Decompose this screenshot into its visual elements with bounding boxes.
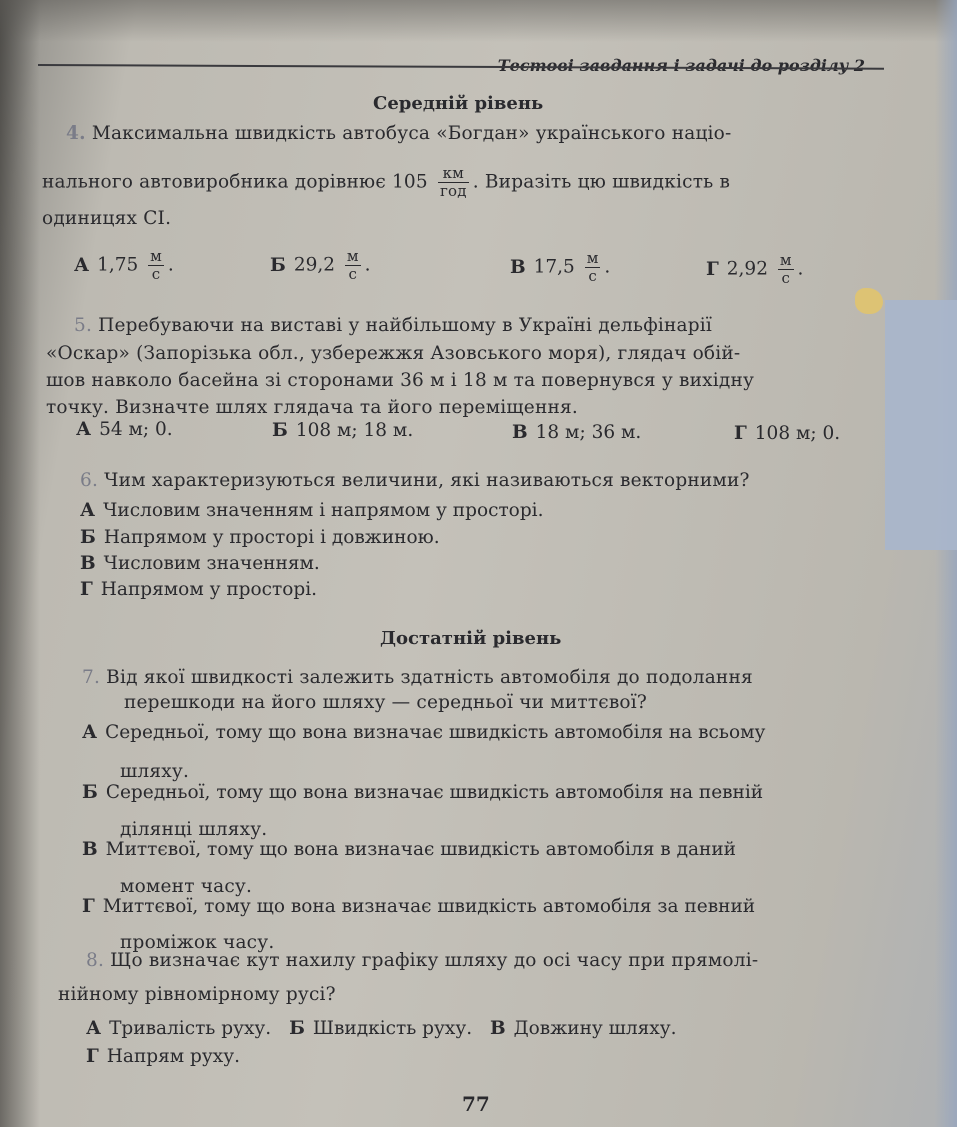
option-text: Миттєвої, тому що вона визначає швидкість автомобіля в даний bbox=[105, 839, 736, 860]
q7-line1 bbox=[82, 667, 753, 688]
option-text: Довжину шляху. bbox=[513, 1018, 677, 1039]
option-text: Числовим значенням і напрямом у просторі. bbox=[103, 500, 544, 521]
page-shadow bbox=[0, 0, 40, 1127]
option-tail: . bbox=[604, 256, 611, 278]
option-fraction bbox=[585, 250, 601, 285]
q5-line2: «Оскар» (Запорізька обл., узбережжя Азовського моря), глядач обій- bbox=[46, 343, 741, 364]
q8-line2: нійному рівномірному русі? bbox=[58, 984, 336, 1005]
q7-option-c-cont: момент часу. bbox=[120, 876, 253, 897]
option-letter: Б bbox=[272, 420, 288, 441]
option-letter: Г bbox=[734, 423, 747, 444]
q5-line4: точку. Визначте шлях глядача та його переміщення. bbox=[46, 397, 578, 418]
q6-option-d bbox=[80, 579, 317, 600]
q4-line2 bbox=[42, 165, 730, 200]
q5-line3: шов навколо басейна зі сторонами 36 м і 18 м та повернувся у вихідну bbox=[46, 370, 755, 391]
section-title-sufficient: Достатній рівень bbox=[380, 628, 562, 649]
q7-option-a bbox=[82, 722, 765, 743]
frac-den: с bbox=[588, 267, 597, 285]
option-text: Тривалість руху. bbox=[109, 1018, 272, 1039]
option-value: 1,75 bbox=[97, 254, 139, 276]
option-letter: Б bbox=[289, 1018, 305, 1039]
option-text: 108 м; 18 м. bbox=[295, 420, 414, 441]
option-letter: А bbox=[86, 1018, 102, 1039]
q5-option-d bbox=[734, 423, 840, 444]
q4-option-b bbox=[270, 248, 370, 283]
option-text: Швидкість руху. bbox=[312, 1018, 473, 1039]
option-letter: Г bbox=[706, 258, 719, 280]
option-letter: Г bbox=[82, 896, 95, 917]
q5-option-b bbox=[272, 420, 413, 441]
option-letter: Б bbox=[270, 254, 286, 276]
option-letter: А bbox=[80, 500, 96, 521]
option-text: 108 м; 0. bbox=[754, 423, 841, 444]
q5-text-line1: Перебуваючи на виставі у найбільшому в Україні дельфінарії bbox=[98, 315, 713, 336]
option-letter: А bbox=[82, 722, 98, 743]
q4-option-d bbox=[706, 252, 803, 287]
q8-text-line1: Що визначає кут нахилу графіку шляху до осі часу при прямолі- bbox=[110, 950, 759, 971]
option-tail: . bbox=[797, 258, 804, 280]
running-title: Тестові завдання і задачі до розділу 2 bbox=[497, 56, 865, 75]
q4-option-a bbox=[74, 248, 174, 283]
option-fraction bbox=[345, 248, 361, 283]
q4-unit-fraction bbox=[438, 165, 469, 200]
option-text: 54 м; 0. bbox=[99, 419, 173, 440]
frac-num: м bbox=[346, 247, 359, 265]
option-value: 2,92 bbox=[726, 258, 768, 280]
option-fraction bbox=[778, 252, 794, 287]
option-letter: Г bbox=[86, 1046, 99, 1067]
q7-line2: перешкоди на його шляху — середньої чи миттєвої? bbox=[124, 692, 648, 713]
q8-line1 bbox=[86, 950, 758, 971]
book-top-shadow bbox=[0, 0, 957, 42]
option-fraction bbox=[148, 248, 164, 283]
yellow-sticky-mark bbox=[855, 288, 883, 314]
option-text: Напрям руху. bbox=[106, 1046, 240, 1067]
frac-den: с bbox=[151, 265, 161, 283]
page-number: 77 bbox=[462, 1092, 490, 1116]
q4-frac-num: км bbox=[438, 165, 469, 183]
option-text: Середньої, тому що вона визначає швидкість автомобіля на всьому bbox=[105, 722, 766, 743]
q6-option-a bbox=[80, 500, 543, 521]
page-edge bbox=[935, 0, 957, 1127]
q6-number: 6. bbox=[80, 470, 99, 491]
q7-option-b-cont: ділянці шляху. bbox=[120, 819, 268, 840]
q8-options-row1 bbox=[86, 1018, 677, 1039]
option-text: Миттєвої, тому що вона визначає швидкість автомобіля за певний bbox=[102, 896, 756, 917]
q6-text: Чим характеризуються величини, які називаються векторними? bbox=[104, 470, 750, 491]
q4-line3: одиницях СІ. bbox=[42, 208, 172, 229]
q7-option-c bbox=[82, 839, 736, 860]
option-text: Напрямом у просторі і довжиною. bbox=[103, 527, 440, 548]
q4-text-line1: Максимальна швидкість автобуса «Богдан» українського націо- bbox=[91, 123, 732, 144]
q7-option-d-cont: проміжок часу. bbox=[120, 932, 275, 953]
q5-line1 bbox=[74, 315, 712, 336]
option-letter: В bbox=[82, 839, 98, 860]
option-letter: А bbox=[76, 419, 92, 440]
option-text: Напрямом у просторі. bbox=[100, 579, 318, 600]
q4-frac-den: год bbox=[439, 182, 467, 200]
option-letter: В bbox=[510, 256, 526, 278]
frac-den: с bbox=[781, 269, 790, 287]
q4-text-line2a: нального автовиробника дорівнює 105 bbox=[42, 171, 428, 193]
q5-number: 5. bbox=[74, 315, 93, 336]
option-tail: . bbox=[364, 254, 371, 276]
q7-number: 7. bbox=[82, 667, 101, 688]
frac-num: м bbox=[150, 247, 162, 265]
q6-option-b bbox=[80, 527, 440, 548]
frac-num: м bbox=[779, 251, 792, 269]
q7-option-b bbox=[82, 782, 763, 803]
option-letter: Б bbox=[80, 527, 96, 548]
option-text: 18 м; 36 м. bbox=[535, 422, 642, 443]
q7-option-a-cont: шляху. bbox=[120, 761, 190, 782]
q5-option-a bbox=[76, 419, 173, 440]
q4-number: 4. bbox=[66, 123, 86, 144]
frac-den: с bbox=[348, 265, 357, 283]
option-text: Середньої, тому що вона визначає швидкість автомобіля на певній bbox=[105, 782, 764, 803]
option-tail: . bbox=[167, 254, 174, 276]
option-letter: А bbox=[74, 254, 90, 276]
blue-bookmark-strip bbox=[885, 300, 957, 550]
option-value: 29,2 bbox=[293, 254, 336, 276]
option-letter: Б bbox=[82, 782, 98, 803]
option-letter: В bbox=[489, 1018, 506, 1039]
option-letter: В bbox=[512, 422, 528, 443]
q8-number: 8. bbox=[86, 950, 105, 971]
q7-option-d bbox=[82, 896, 755, 917]
q6-question bbox=[80, 470, 750, 491]
q4-text-line2b: . Виразіть цю швидкість в bbox=[472, 171, 731, 193]
q6-option-c bbox=[80, 553, 320, 574]
q5-option-c bbox=[512, 422, 641, 443]
q7-text-line1: Від якої швидкості залежить здатність автомобіля до подолання bbox=[106, 667, 753, 688]
frac-num: м bbox=[586, 249, 599, 267]
option-value: 17,5 bbox=[533, 256, 575, 278]
option-letter: Г bbox=[80, 579, 93, 600]
option-letter: В bbox=[80, 553, 96, 574]
q8-option-d bbox=[86, 1046, 240, 1067]
q4-line1 bbox=[66, 123, 731, 144]
section-title-medium: Середній рівень bbox=[373, 93, 544, 114]
option-text: Числовим значенням. bbox=[103, 553, 320, 574]
q4-option-c bbox=[510, 250, 610, 285]
